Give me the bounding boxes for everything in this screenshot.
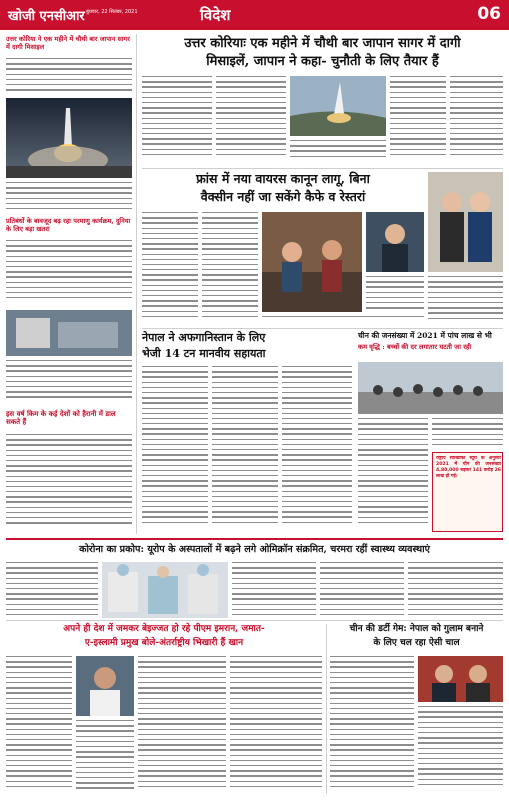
france-headline-2: वैक्सीन नहीं जा सकेंगे कैफे व रेस्तरां [200,189,366,204]
left-low-headline: इस वर्ष किम के कई देशों को हैरानी में डाल सकते हैं [6,409,116,427]
china-highlight-text: राष्ट्रीय सांख्यिकी ब्यूरो के अनुसार 2021 में चीन की जनसंख्या 4,80,000 बढ़कर 141 करोड़ 26 लाख हो गई। [436,456,501,479]
nepal-body-col2 [212,366,278,532]
north-korea-headline-1: उत्तर कोरियाः एक महीने में चौथी बार जापान सागर में दागी [184,36,461,51]
left-low-body [6,434,132,534]
pakistan-body-col1 [6,656,72,794]
nepal-headline-1: नेपाल ने अफगानिस्तान के लिए [142,331,266,344]
dateline: बुधवार, 22 सितंबर, 2021 [86,9,138,15]
france-body-col1 [142,212,198,324]
hospital-photo [102,562,228,618]
corona-body-col1 [6,562,98,618]
page-number: 06 [477,4,501,24]
right-column-photo [428,172,503,272]
nepal-headline-2: भेजी 14 टन मानवीय सहायता [142,347,266,360]
pakistan-headline-2: ए-इस्लामी प्रमुख बोले-अंतर्राष्ट्रीय भिखारी हैं खान [84,638,244,648]
section-title: विदेश [200,6,231,24]
china-nepal-body-col1 [330,656,414,794]
divider [142,168,503,169]
china-nepal-headline-2: के लिए चल रहा ऐसी चाल [373,638,460,648]
france-cafe-photo [262,212,362,312]
missile-left-body-2 [6,182,132,212]
china-body-col2 [432,418,503,450]
china-body-col1 [358,418,428,532]
france-body-col3 [366,276,424,316]
north-korea-body-col5 [450,76,503,164]
corona-body-col2 [232,562,316,618]
china-nepal-body-col2 [418,706,503,794]
pakistan-body-col4 [230,656,322,794]
left-mid-photo [6,310,132,356]
missile-left-body [6,58,132,96]
pakistan-body-col2 [76,720,134,794]
china-nepal-headline-1: चीन की डर्टी गेम: नेपाल को गुलाम बनाने [349,624,484,634]
china-highlight-box [432,452,503,532]
column-separator [136,34,137,534]
corona-body-col3 [320,562,404,618]
column-separator [326,624,327,794]
imran-khan-photo [76,656,134,716]
nepal-body-col1 [142,366,208,532]
divider [6,620,503,621]
missile-left-headline: उत्तर कोरिया ने एक महीने में चौथी बार जापान सागर में दागी मिसाइल [6,35,130,51]
right-column-body [428,276,503,324]
china-nepal-photo [418,656,503,702]
france-body-col2 [202,212,258,324]
north-korea-headline-2: मिसाइलें, जापान ने कहा- चुनौती के लिए तैयार हैं [206,54,439,69]
china-crowd-photo [358,362,503,414]
france-second-photo [366,212,424,272]
france-headline-1: फ्रांस में नया वायरस कानून लागू, बिना [196,171,370,186]
china-headline-1: चीन की जनसंख्या में 2021 में पांच लाख से भी [358,331,492,340]
north-korea-body-col1 [142,76,212,164]
corona-headline: कोरोना का प्रकोप: यूरोप के अस्पतालों में बढ़ने लगे ओमिक्रॉन संक्रमित, चरमरा रहीं स्वास्थ्य व्यवस्थाएं [79,544,430,555]
left-mid-body-2 [6,360,132,404]
missile-test-photo [290,76,386,136]
corona-body-col4 [408,562,503,618]
missile-launch-photo [6,98,132,178]
north-korea-body-col3 [290,140,386,164]
nepal-body-col3 [282,366,352,532]
left-mid-body [6,240,132,306]
left-mid-headline: प्रतिबंधों के बावजूद बढ़ रहा परमाणु कार्यक्रम, दुनिया के लिए बड़ा खतरा [6,217,131,233]
north-korea-body-col4 [390,76,446,164]
divider [142,328,503,329]
masthead-bar [0,0,509,30]
pakistan-body-col3 [138,656,226,794]
north-korea-body-col2 [216,76,286,164]
newspaper-brand: खोजी एनसीआर [8,9,85,24]
france-captions [262,316,424,324]
china-headline-2: कम वृद्धि : बच्चों की दर लगातार घटती जा रही [358,343,472,351]
divider [6,538,503,540]
pakistan-headline-1: अपने ही देश में जमकर बेइज्जत हो रहे पीएम इमरान, जमात- [63,624,265,634]
